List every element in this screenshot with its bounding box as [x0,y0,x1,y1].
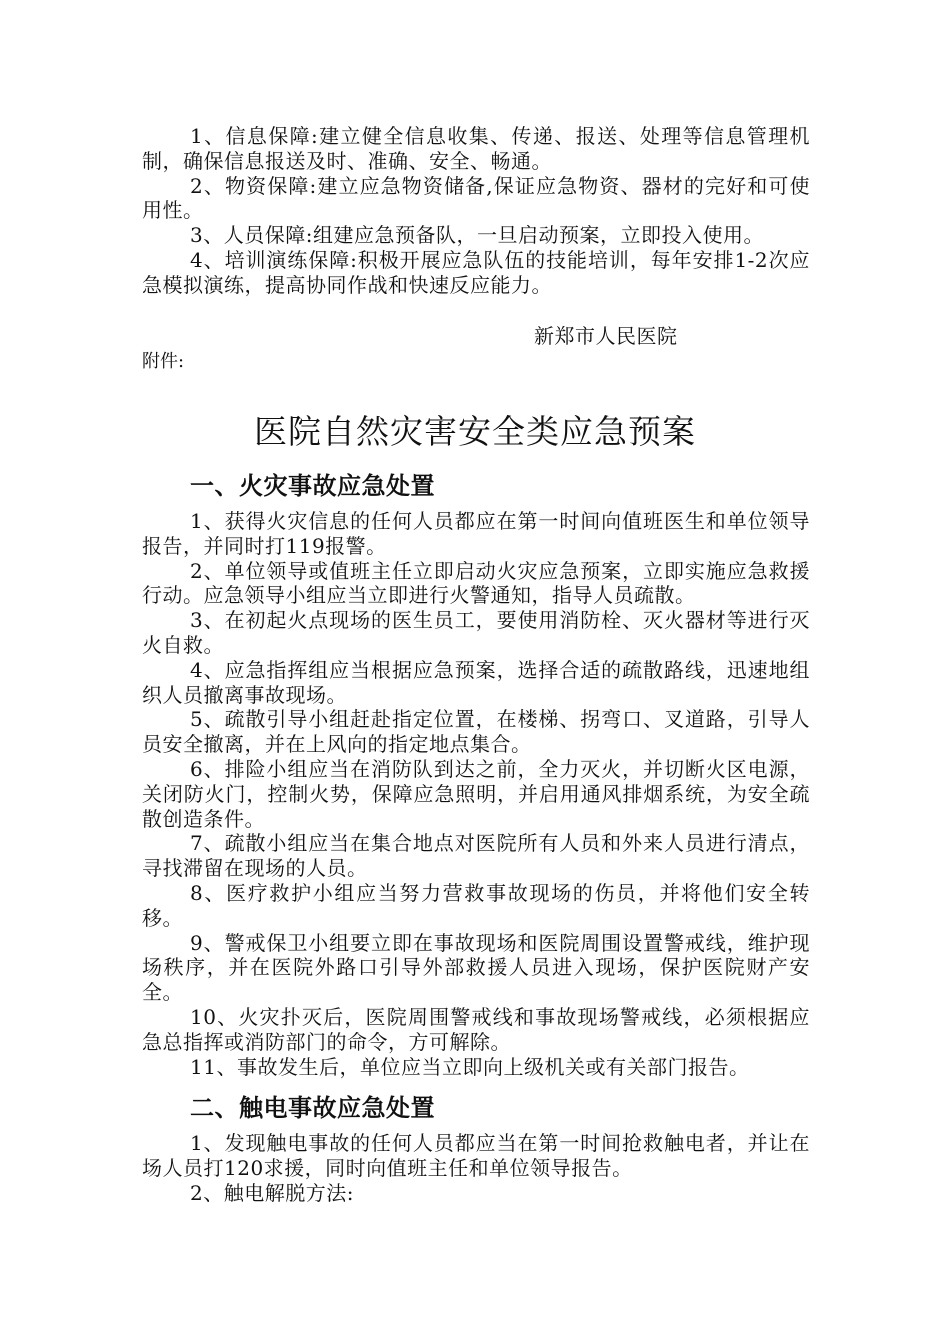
fire-procedure-list [142,509,810,1079]
list-item: 10、火灾扑灭后，医院周围警戒线和事故现场警戒线，必须根据应急总指挥或消防部门的命令，方可解除。 [142,1004,810,1054]
list-item: 3、在初起火点现场的医生员工，要使用消防栓、灭火器材等进行灭火自救。 [142,608,810,657]
list-item: 1、发现触电事故的任何人员都应当在第一时间抢救触电者，并让在场人员打120求援，同时向值班主任和单位领导报告。 [142,1131,810,1180]
section-heading-electric: 二、触电事故应急处置 [190,1094,435,1122]
list-item: 1、获得火灾信息的任何人员都应在第一时间向值班医生和单位领导报告，并同时打119报警。 [142,509,810,558]
list-item: 2、触电解脱方法: [190,1180,354,1205]
guarantee-item: 3、人员保障:组建应急预备队，一旦启动预案，立即投入使用。 [190,223,764,248]
list-item: 6、排险小组应当在消防队到达之前，全力灭火，并切断火区电源，关闭防火门，控制火势，保障应急照明，并启用通风排烟系统，为安全疏散创造条件。 [142,756,810,831]
attachment-label: 附件: [142,351,185,372]
guarantee-item: 1、信息保障:建立健全信息收集、传递、报送、处理等信息管理机制，确保信息报送及时、准确、安全、畅通。 [142,124,810,173]
list-item: 11、事故发生后，单位应当立即向上级机关或有关部门报告。 [190,1054,750,1079]
document-title: 医院自然灾害安全类应急预案 [254,412,696,452]
guarantee-item: 2、物资保障:建立应急物资储备,保证应急物资、器材的完好和可使用性。 [142,173,810,223]
list-item: 8、医疗救护小组应当努力营救事故现场的伤员，并将他们安全转移。 [142,880,810,930]
list-item: 4、应急指挥组应当根据应急预案，选择合适的疏散路线，迅速地组织人员撤离事故现场。 [142,657,810,707]
list-item: 2、单位领导或值班主任立即启动火灾应急预案，立即实施应急救援行动。应急领导小组应当立即进行火警通知，指导人员疏散。 [142,558,810,608]
guarantee-item: 4、培训演练保障:积极开展应急队伍的技能培训，每年安排1-2次应急模拟演练，提高协同作战和快速反应能力。 [142,247,810,297]
electric-procedure-list [142,1131,810,1205]
signature: 新郑市人民医院 [534,324,678,348]
list-item: 7、疏散小组应当在集合地点对医院所有人员和外来人员进行清点，寻找滞留在现场的人员。 [142,831,810,881]
guarantee-list [142,124,810,298]
section-heading-fire: 一、火灾事故应急处置 [190,472,435,500]
list-item: 5、疏散引导小组赶赴指定位置，在楼梯、拐弯口、叉道路，引导人员安全撤离，并在上风向的指定地点集合。 [142,707,810,757]
list-item: 9、警戒保卫小组要立即在事故现场和医院周围设置警戒线，维护现场秩序，并在医院外路口引导外部救援人员进入现场，保护医院财产安全。 [142,930,810,1005]
